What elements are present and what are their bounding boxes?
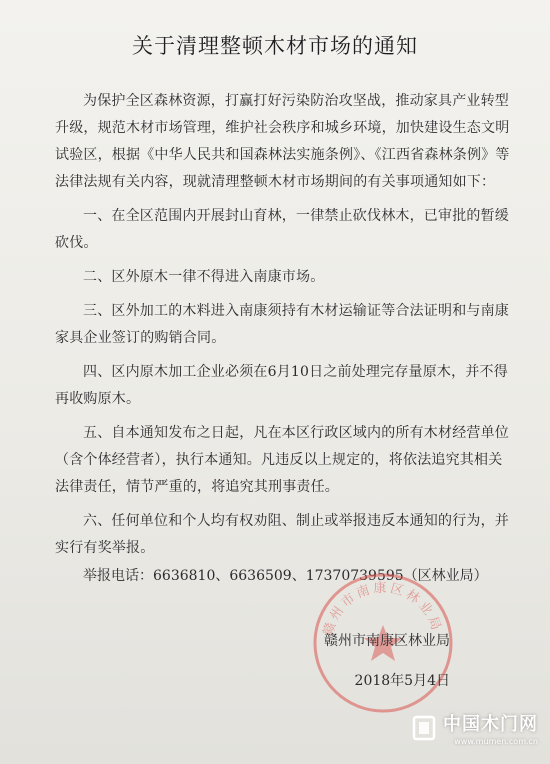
door-logo-icon xyxy=(411,715,437,741)
document-title: 关于清理整顿木材市场的通知 xyxy=(132,34,418,58)
issuer-name: 赣州市南康区林业局 xyxy=(324,633,450,649)
watermark-name: 中国木门网 xyxy=(443,714,538,735)
paragraph-intro: 为保护全区森林资源，打赢打好污染防治攻坚战，推动家具产业转型升级，规范木材市场管理，维护社会秩序和城乡环境，加快建设生态文明试验区，根据《中华人民共和国森林法实施条例》、《江西省森林条例》等法律法规有关内容，现就清理整顿木材市场期间的有关事项通知如下： xyxy=(55,93,510,190)
issue-date: 2018年5月4日 xyxy=(354,673,450,689)
site-watermark xyxy=(411,710,538,746)
watermark-url: www.mumen.com.cn xyxy=(454,737,538,746)
paragraph-item-3: 三、区外加工的木料进入南康须持有木材运输证等合法证明和与南康家具企业签订的购销合同。 xyxy=(55,303,509,346)
signature-block xyxy=(324,630,450,690)
paragraph-item-4: 四、区内原木加工企业必须在6月10日之前处理完存量原木，并不得再收购原木。 xyxy=(55,364,508,407)
seal-arc-text: 赣州市南康区林业局 xyxy=(321,580,445,638)
paragraph-item-1: 一、在全区范围内开展封山育林，一律禁止砍伐林木，已审批的暂缓砍伐。 xyxy=(55,208,509,251)
paragraph-item-2: 二、区外原木一律不得进入南康市场。 xyxy=(83,269,325,285)
paragraph-item-6: 六、任何单位和个人均有权劝阻、制止或举报违反本通知的行为，并实行有奖举报。 xyxy=(55,513,509,556)
document-body xyxy=(55,88,515,569)
paragraph-item-5: 五、自本通知发布之日起，凡在本区行政区域内的所有木材经营单位（含个体经营者），执行本通知。凡违反以上规定的，将依法追究其相关法律责任，情节严重的，将追究其刑事责任。 xyxy=(55,425,509,495)
report-contact: 举报电话：6636810、6636509、17370739595（区林业局） xyxy=(83,568,488,584)
